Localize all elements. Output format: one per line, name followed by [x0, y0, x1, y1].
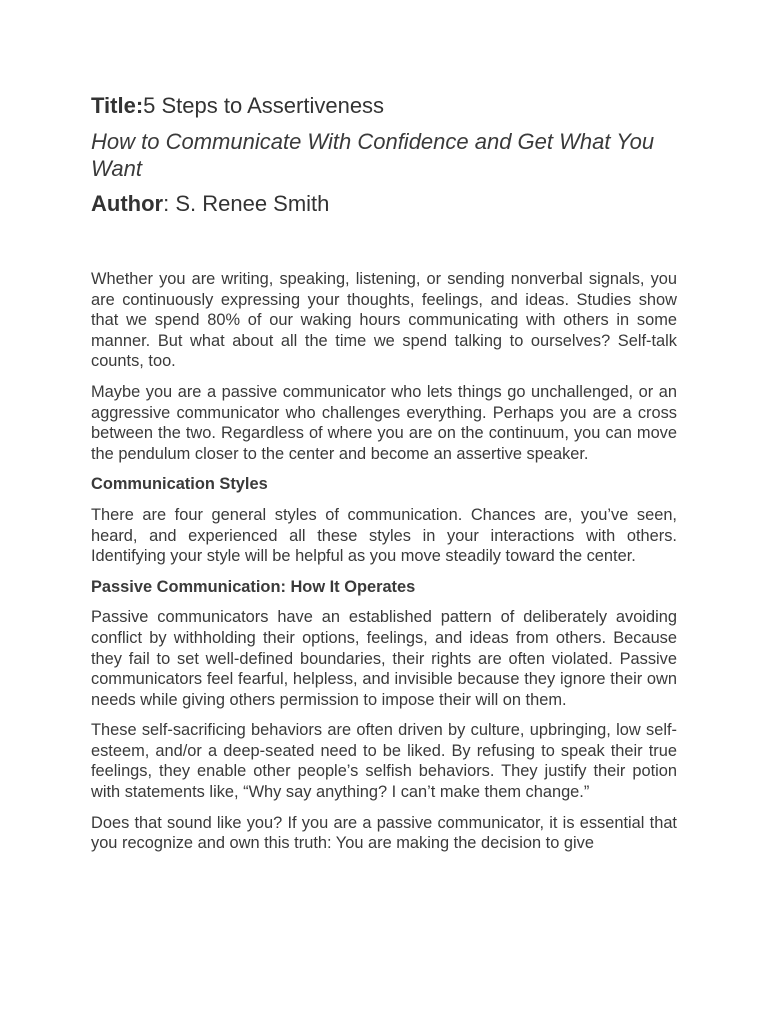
document-body: [91, 269, 677, 854]
paragraph-passive: Passive communicators have an established pattern of deliberately avoiding conflict by withholding their options, feelings, and ideas from others. Because they fail to set well-defined boundaries, their rights are often violated. Passive communicators feel fearful, helpless, and invisible because they ignore their own needs while giving others permission to impose their will on them.: [91, 608, 677, 709]
author-name: S. Renee Smith: [169, 191, 330, 216]
title-label: Title:: [91, 93, 144, 118]
author-line: [91, 190, 677, 218]
title-text: 5 Steps to Assertiveness: [143, 93, 385, 118]
author-separator: :: [163, 191, 170, 216]
paragraph-styles: There are four general styles of communication. Chances are, you’ve seen, heard, and experienced all these styles in your interactions with others. Identifying your style will be helpful as you move steadily toward the center.: [91, 505, 677, 566]
document-page: [91, 92, 677, 854]
document-subtitle: How to Communicate With Confidence and Get What You Want: [91, 129, 655, 181]
paragraph-self-sacrificing: These self-sacrificing behaviors are often driven by culture, upbringing, low self-esteem, and/or a deep-seated need to be liked. By refusing to speak their true feelings, they enable other people’s selfish behaviors. They justify their potion with statements like, “Why say anything? I can’t make them change.”: [91, 721, 677, 802]
paragraph-intro: Whether you are writing, speaking, listening, or sending nonverbal signals, you are continuously expressing your thoughts, feelings, and ideas. Studies show that we spend 80% of our waking hours communicating with others in some manner. But what about all the time we spend talking to ourselves? Self-talk counts, too.: [91, 270, 677, 371]
section-heading-communication-styles: Communication Styles: [91, 475, 268, 494]
paragraph-sound-like-you: Does that sound like you? If you are a passive communicator, it is essential that you recognize and own this truth: You are making the decision to give: [91, 813, 677, 853]
author-label: Author: [91, 191, 164, 216]
paragraph-continuum: Maybe you are a passive communicator who lets things go unchallenged, or an aggressive communicator who challenges everything. Perhaps you are a cross between the two. Regardless of where you are on the continuum, you can move the pendulum closer to the center and become an assertive speaker.: [91, 382, 677, 463]
document-title: [91, 92, 677, 120]
section-heading-passive-communication: Passive Communication: How It Operates: [91, 577, 416, 596]
